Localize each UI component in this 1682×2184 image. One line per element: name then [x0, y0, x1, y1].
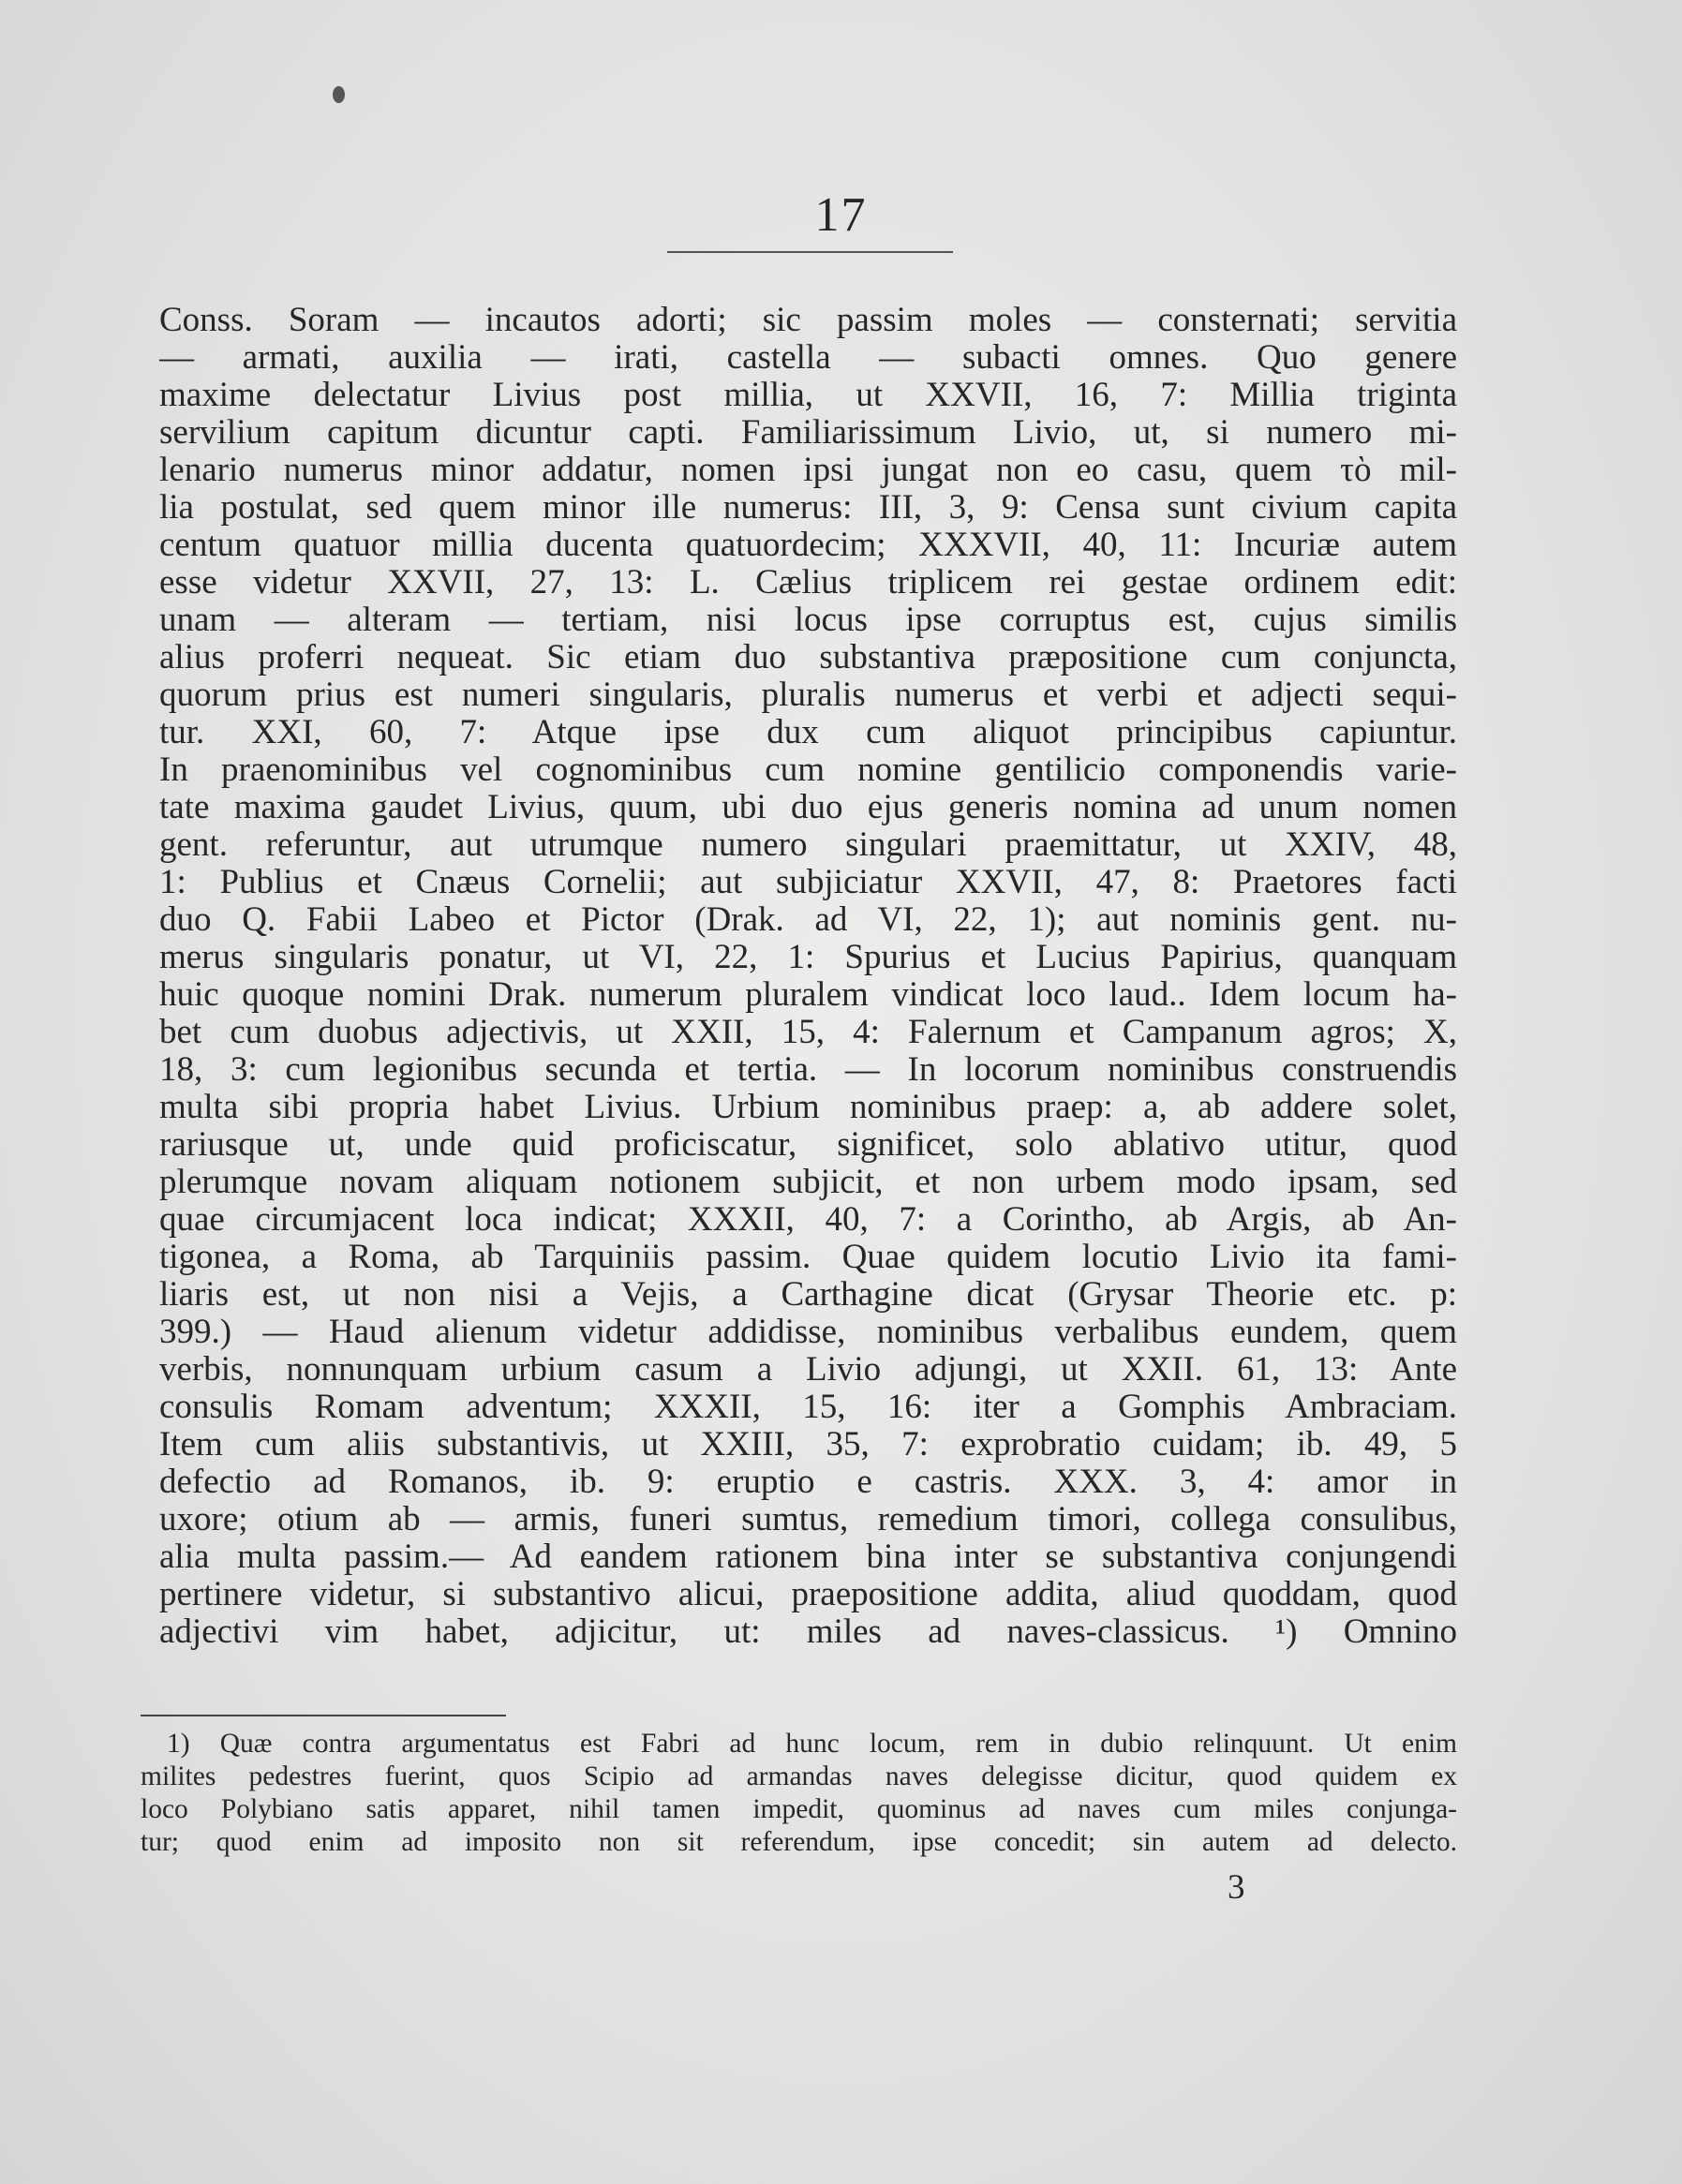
text-line: defectio ad Romanos, ib. 9: eruptio e castris. XXX. 3, 4: amor in	[159, 1463, 1457, 1501]
text-line: merus singularis ponatur, ut VI, 22, 1: Spurius et Lucius Papirius, quanquam	[159, 939, 1457, 976]
text-line: 399.) — Haud alienum videtur addidisse, nominibus verbalibus eundem, quem	[159, 1314, 1457, 1351]
text-line: quae circumjacent loca indicat; XXXII, 40, 7: a Corintho, ab Argis, ab An-	[159, 1201, 1457, 1239]
text-line: 1: Publius et Cnæus Cornelii; aut subjiciatur XXVII, 47, 8: Praetores facti	[159, 864, 1457, 901]
text-line: unam — alteram — tertiam, nisi locus ipse corruptus est, cujus similis	[159, 602, 1457, 639]
text-line: gent. referuntur, aut utrumque numero singulari praemittatur, ut XXIV, 48,	[159, 826, 1457, 864]
text-line: tigonea, a Roma, ab Tarquiniis passim. Quae quidem locutio Livio ita fami-	[159, 1239, 1457, 1276]
text-line: tur. XXI, 60, 7: Atque ipse dux cum aliquot principibus capiuntur.	[159, 714, 1457, 751]
text-line: rariusque ut, unde quid proficiscatur, significet, solo ablativo utitur, quod	[159, 1126, 1457, 1164]
text-line: multa sibi propria habet Livius. Urbium nominibus praep: a, ab addere solet,	[159, 1089, 1457, 1126]
footnote-line: 1) Quæ contra argumentatus est Fabri ad hunc locum, rem in dubio relinquunt. Ut enim	[167, 1729, 1457, 1759]
text-line: quorum prius est numeri singularis, pluralis numerus et verbi et adjecti sequi-	[159, 676, 1457, 714]
text-line: pertinere videtur, si substantivo alicui, praepositione addita, aliud quoddam, quod	[159, 1576, 1457, 1613]
text-line: huic quoque nomini Drak. numerum pluralem vindicat loco laud.. Idem locum ha-	[159, 976, 1457, 1014]
footnote-line: milites pedestres fuerint, quos Scipio ad armandas naves delegisse dicitur, quod quidem ex	[141, 1761, 1457, 1791]
text-line: In praenominibus vel cognominibus cum nomine gentilicio componendis varie-	[159, 751, 1457, 789]
text-line: Conss. Soram — incautos adorti; sic passim moles — consternati; servitia	[159, 302, 1457, 339]
text-line: uxore; otium ab — armis, funeri sumtus, remedium timori, collega consulibus,	[159, 1501, 1457, 1538]
text-line: alius proferri nequeat. Sic etiam duo substantiva præpositione cum conjuncta,	[159, 639, 1457, 676]
text-line: plerumque novam aliquam notionem subjicit, et non urbem modo ipsam, sed	[159, 1164, 1457, 1201]
footnote-line: tur; quod enim ad imposito non sit referendum, ipse concedit; sin autem ad delecto.	[141, 1827, 1457, 1857]
text-line: bet cum duobus adjectivis, ut XXII, 15, 4: Falernum et Campanum agros; X,	[159, 1014, 1457, 1051]
text-line: liaris est, ut non nisi a Vejis, a Carthagine dicat (Grysar Theorie etc. p:	[159, 1276, 1457, 1314]
footnotes	[141, 1728, 1457, 1859]
footnote-line: loco Polybiano satis apparet, nihil tamen impedit, quominus ad naves cum miles conjunga-	[141, 1794, 1457, 1824]
ink-speck	[333, 86, 345, 103]
header-rule	[667, 251, 953, 253]
text-line: consulis Romam adventum; XXXII, 15, 16: iter a Gomphis Ambraciam.	[159, 1389, 1457, 1426]
text-line: alia multa passim.— Ad eandem rationem bina inter se substantiva conjungendi	[159, 1538, 1457, 1576]
text-line: centum quatuor millia ducenta quatuordecim; XXXVII, 40, 11: Incuriæ autem	[159, 527, 1457, 564]
text-line: 18, 3: cum legionibus secunda et tertia. — In locorum nominibus construendis	[159, 1051, 1457, 1089]
text-line: — armati, auxilia — irati, castella — subacti omnes. Quo genere	[159, 339, 1457, 377]
text-line: esse videtur XXVII, 27, 13: L. Cælius triplicem rei gestae ordinem edit:	[159, 564, 1457, 602]
text-line: tate maxima gaudet Livius, quum, ubi duo ejus generis nomina ad unum nomen	[159, 789, 1457, 826]
page-number: 17	[814, 188, 868, 242]
text-line: maxime delectatur Livius post millia, ut XXVII, 16, 7: Millia triginta	[159, 377, 1457, 414]
text-line: duo Q. Fabii Labeo et Pictor (Drak. ad VI, 22, 1); aut nominis gent. nu-	[159, 901, 1457, 939]
body-text	[159, 302, 1457, 1651]
text-line: verbis, nonnunquam urbium casum a Livio adjungi, ut XXII. 61, 13: Ante	[159, 1351, 1457, 1389]
signature-mark: 3	[1228, 1868, 1245, 1907]
text-line: servilium capitum dicuntur capti. Familiarissimum Livio, ut, si numero mi-	[159, 414, 1457, 452]
text-line: lia postulat, sed quem minor ille numerus: III, 3, 9: Censa sunt civium capita	[159, 489, 1457, 527]
text-line: lenario numerus minor addatur, nomen ipsi jungat non eo casu, quem τὸ mil-	[159, 452, 1457, 489]
text-line: Item cum aliis substantivis, ut XXIII, 35, 7: exprobratio cuidam; ib. 49, 5	[159, 1426, 1457, 1463]
text-line: adjectivi vim habet, adjicitur, ut: miles ad naves-classicus. ¹) Omnino	[159, 1613, 1457, 1651]
footnote-rule	[141, 1715, 506, 1716]
